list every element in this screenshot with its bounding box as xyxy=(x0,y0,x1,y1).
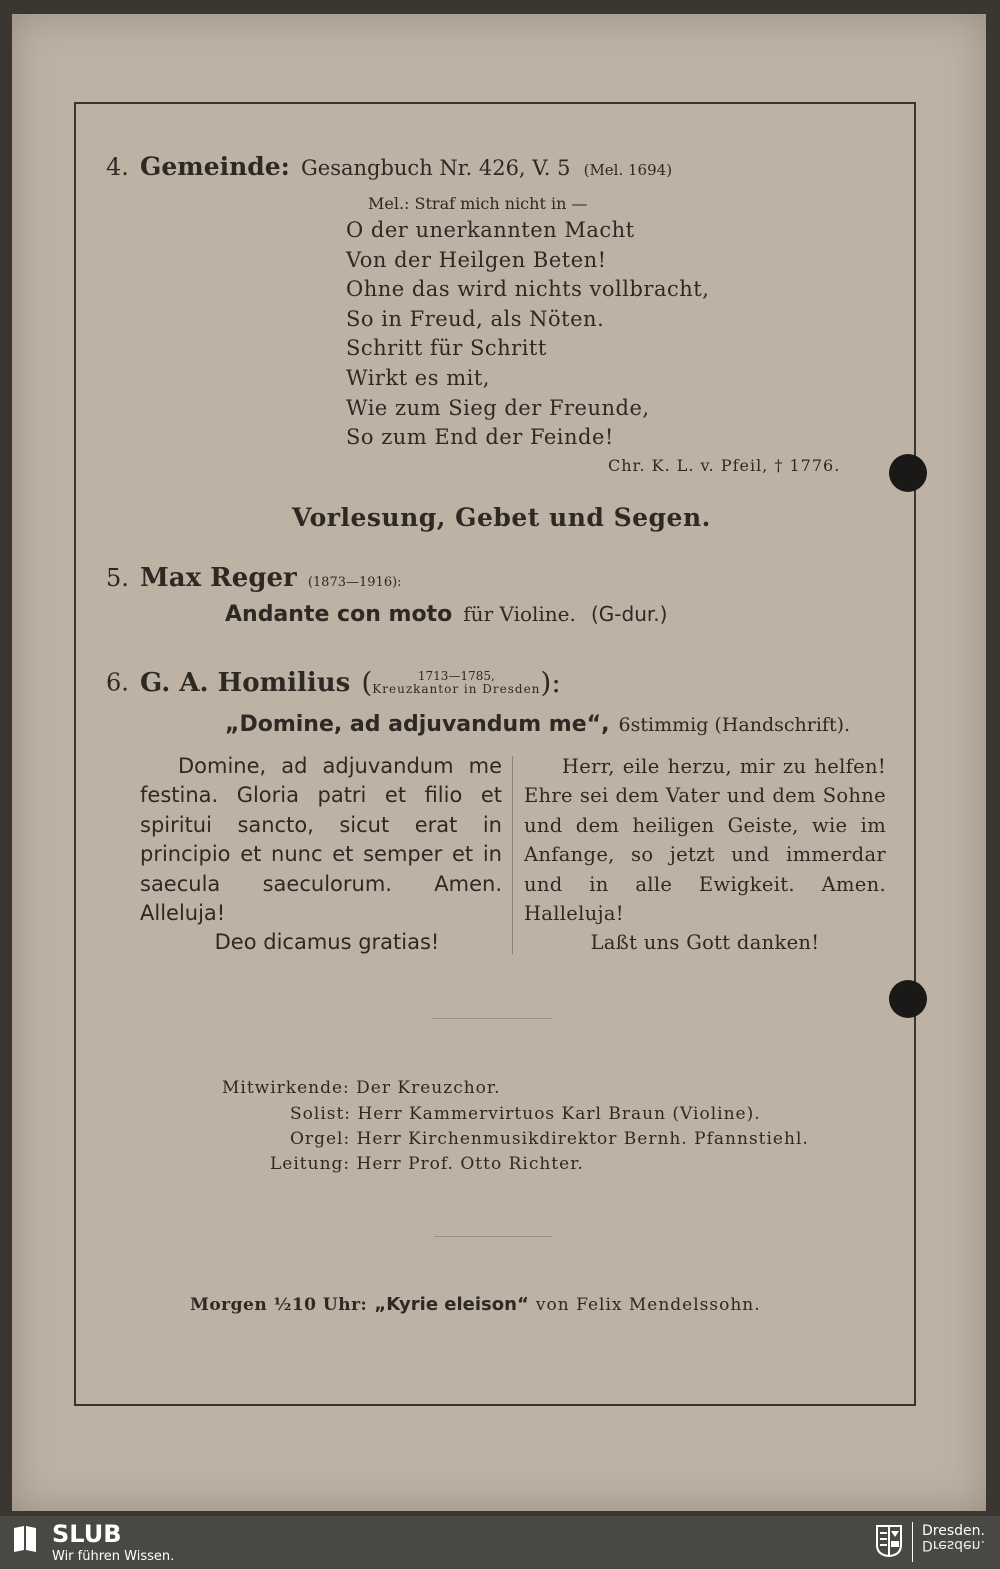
verse-line: Ohne das wird nichts vollbracht, xyxy=(346,277,710,302)
item-number: 6. xyxy=(106,668,129,697)
item-number: 4. xyxy=(106,153,129,181)
announcement-work: „Kyrie eleison“ xyxy=(374,1294,529,1315)
work-title: Andante con moto xyxy=(225,602,453,627)
german-closing: Laßt uns Gott danken! xyxy=(590,931,820,955)
composer-info xyxy=(372,670,540,696)
latin-text xyxy=(140,752,502,958)
item-title: Gemeinde: xyxy=(140,152,290,181)
melody-line: Mel.: Straf mich nicht in — xyxy=(368,194,588,213)
melody-reference: (Mel. 1694) xyxy=(583,161,673,179)
work-key: (G-dur.) xyxy=(590,602,668,626)
latin-paragraph: Domine, ad adjuvandum me festina. Gloria patri et filio et spiritui sancto, sicut erat in principio et nunc et semper et in saecula saeculorum. Amen. Alleluja! xyxy=(140,754,502,926)
credit-conductor: Leitung: Herr Prof. Otto Richter. xyxy=(270,1154,584,1174)
item-5-heading xyxy=(106,563,402,593)
dresden-crest-icon xyxy=(876,1525,902,1557)
credit-performers: Mitwirkende: Der Kreuzchor. xyxy=(222,1078,501,1098)
item-number: 5. xyxy=(106,564,129,592)
divider-rule xyxy=(434,1236,552,1237)
brand-name[interactable]: SLUB xyxy=(52,1520,122,1548)
composer-dates: (1873—1916): xyxy=(307,575,402,590)
announcement-time: Morgen ½10 Uhr: xyxy=(190,1295,368,1315)
item-6-heading xyxy=(106,666,561,699)
composer-role: Kreuzkantor in Dresden xyxy=(372,681,541,696)
punch-hole-top xyxy=(889,454,927,492)
composer-name: G. A. Homilius xyxy=(140,667,351,698)
work-description: 6stimmig (Handschrift). xyxy=(618,714,851,736)
hymn-reference: Gesangbuch Nr. 426, V. 5 xyxy=(301,156,571,180)
city-label-mirror: Dresden. xyxy=(922,1537,985,1553)
announcement-composer: von Felix Mendelssohn. xyxy=(535,1295,761,1315)
paren-open: ( xyxy=(361,666,373,699)
book-icon xyxy=(12,1524,38,1554)
hymn-verse xyxy=(346,216,709,453)
item-4-heading xyxy=(106,152,672,181)
hymn-author: Chr. K. L. v. Pfeil, † 1776. xyxy=(608,456,841,475)
work-title: „Domine, ad adjuvandum me“, xyxy=(225,712,610,737)
composer-dates: 1713—1785, xyxy=(417,668,495,683)
paren-close: ): xyxy=(540,666,561,699)
german-text xyxy=(524,752,886,958)
column-divider xyxy=(512,756,513,954)
verse-line: Von der Heilgen Beten! xyxy=(346,247,607,272)
credit-organ: Orgel: Herr Kirchenmusikdirektor Bernh. Pfannstiehl. xyxy=(290,1129,809,1149)
latin-closing: Deo dicamus gratias! xyxy=(214,930,440,955)
verse-line: O der unerkannten Macht xyxy=(346,218,635,242)
verse-line: Wie zum Sieg der Freunde, xyxy=(346,395,650,420)
viewer-footer xyxy=(0,1516,1000,1569)
verse-line: Schritt für Schritt xyxy=(346,336,547,361)
footer-separator xyxy=(912,1522,913,1562)
interlude-heading: Vorlesung, Gebet und Segen. xyxy=(292,503,711,532)
city-label-text: Dresden. xyxy=(922,1523,985,1539)
next-day-announcement xyxy=(190,1294,761,1315)
city-label[interactable] xyxy=(922,1524,985,1552)
item-5-work xyxy=(225,602,667,627)
verse-line: So zum End der Feinde! xyxy=(346,425,614,450)
verse-line: So in Freud, als Nöten. xyxy=(346,306,605,331)
brand-tagline: Wir führen Wissen. xyxy=(52,1549,175,1564)
item-6-work xyxy=(225,712,850,737)
punch-hole-bottom xyxy=(889,980,927,1018)
divider-rule xyxy=(432,1018,552,1019)
credit-soloist: Solist: Herr Kammervirtuos Karl Braun (Violine). xyxy=(290,1104,761,1124)
german-paragraph: Herr, eile herzu, mir zu helfen! Ehre sei dem Vater und dem Sohne und dem heiligen Geiste, wie im Anfange, so jetzt und immerdar und in alle Ewigkeit. Amen. Halleluja! xyxy=(524,755,886,926)
verse-line: Wirkt es mit, xyxy=(346,365,490,390)
composer-name: Max Reger xyxy=(140,563,297,593)
work-instrument: für Violine. xyxy=(463,602,576,626)
